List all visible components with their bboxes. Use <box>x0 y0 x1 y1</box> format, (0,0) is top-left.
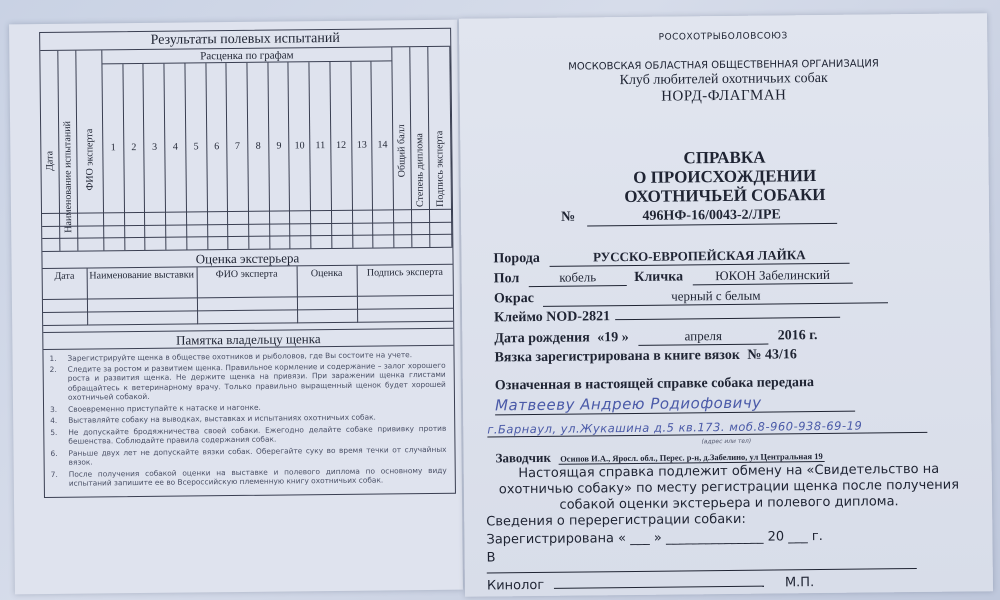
kinolog-row <box>487 576 765 594</box>
col-date-label: Дата <box>43 150 56 172</box>
org-name: МОСКОВСКАЯ ОБЛАСТНАЯ ОБЩЕСТВЕННАЯ ОРГАНИЗАЦИЯ <box>568 58 879 73</box>
col-expert-label: ФИО эксперта <box>83 128 96 191</box>
dob-day: «19 » <box>597 330 629 346</box>
graf-column <box>123 64 146 250</box>
memo-item-text: Выставляйте собаку на выводках, выставках и испытаниях охотничьих собак. <box>68 412 376 425</box>
kinolog-underline <box>554 586 764 589</box>
dob-label: Дата рождения <box>494 330 590 347</box>
col-date <box>40 51 60 251</box>
graf-number: 2 <box>131 142 137 154</box>
dob-month: апреля <box>638 328 768 346</box>
number-label: № <box>560 209 576 225</box>
address-row <box>487 418 927 439</box>
address-handwritten: г.Барнаул, ул.Жукашина д.5 кв.173. моб.8-960-938-69-19 <box>487 418 927 438</box>
memo-item-text: Раньше двух лет не допускайте вязки собак. Оберегайте суку во время течки от случайных вязок. <box>68 444 447 467</box>
graf-number: 14 <box>377 139 388 151</box>
transfer-label: Означенная в настоящей справке собака передана <box>494 375 815 394</box>
left-page <box>9 20 463 595</box>
memo-item-number: 3. <box>50 404 58 414</box>
sex-label: Пол <box>493 271 520 287</box>
grafs-block <box>102 47 394 250</box>
list-item <box>51 466 447 489</box>
brand-row <box>494 307 841 327</box>
exterior-header-date: Дата <box>43 269 87 299</box>
memo-item-number: 6. <box>50 448 58 458</box>
breeder-label: Заводчик <box>495 449 551 466</box>
graf-number: 1 <box>110 142 116 154</box>
sex-value: кобель <box>529 269 627 287</box>
certificate-number-row <box>561 207 837 227</box>
left-page-frame <box>39 28 456 498</box>
memo-item-text: Не допускайте бродяжничества своей собаки. Ежегодно делайте собаке прививку против бешенства. Соблюдайте правила содержания собак. <box>68 423 447 446</box>
memo-item-text: После получения собакой оценки на выставке и полевого диплома по основному виду испытаний запишите ее во Всероссийскую племенную книгу охотничьих собак. <box>68 465 447 488</box>
color-label: Окрас <box>493 291 534 307</box>
certificate-number: 496НФ-16/0043-2/ЛРЕ <box>587 207 837 227</box>
name-label: Кличка <box>634 269 684 285</box>
graf-number: 8 <box>255 140 261 152</box>
col-expert <box>76 50 104 250</box>
exchange-notice: Настоящая справка подлежит обмену на «Свидетельство на охотничью собаку» по месту регистрации щенка после получения собакой оценки экстерьера и полевого диплома. <box>498 461 960 513</box>
document-title-line-2: О ПРОИСХОЖДЕНИИ <box>633 166 817 187</box>
graf-column <box>330 62 353 248</box>
memo-item-text: Следите за ростом и развитием щенка. Правильное кормление и содержание – залог хорошего роста и развития щенка. Не держите щенка на привязи. При заражении щенка глистами обращайтесь к ветеринарному врачу. Только правильно выращенный щенок будет хорошей охотничьей собакой. <box>67 361 446 402</box>
in-underline <box>487 568 917 574</box>
in-label: В <box>486 550 496 566</box>
club-name: Клуб любителей охотничьих собак <box>619 70 828 89</box>
graf-column <box>227 63 250 249</box>
stud-value: № 43/16 <box>747 347 797 363</box>
graf-column <box>268 62 291 248</box>
breed-value: РУССКО-ЕВРОПЕЙСКАЯ ЛАЙКА <box>549 247 849 267</box>
memo-item-number: 2. <box>49 365 57 375</box>
memo-list <box>43 345 455 496</box>
field-tests-table <box>40 47 452 251</box>
col-diploma-label: Степень диплома <box>413 133 426 208</box>
document-title-line-1: СПРАВКА <box>683 147 766 168</box>
color-value: черный с белым <box>543 286 888 307</box>
memo-item-number: 1. <box>49 353 57 363</box>
memo-item-text: Своевременно приступайте к натаске и нагонке. <box>68 402 261 414</box>
graf-column <box>310 62 333 248</box>
col-diploma <box>410 47 430 247</box>
breed-row <box>493 247 849 268</box>
list-item <box>50 424 446 447</box>
graf-number: 5 <box>193 141 199 153</box>
graf-number: 4 <box>172 141 178 153</box>
grafs-columns <box>102 61 393 250</box>
brand-underline <box>616 317 841 320</box>
graf-column <box>351 62 374 248</box>
transfer-row <box>495 375 814 394</box>
breeder-value: Осипов И.А., Яросл. обл., Перес. р-н, д.Забелино, ул Центральная 19 <box>558 451 825 465</box>
org-top: РОСОХОТРЫБОЛОВСОЮЗ <box>658 31 788 43</box>
memo-item-number: 7. <box>50 469 58 479</box>
memo-item-text: Зарегистрируйте щенка в обществе охотников и рыболовов, где Вы состоите на учете. <box>67 349 413 363</box>
document-title-line-3: ОХОТНИЧЬЕЙ СОБАКИ <box>624 184 826 207</box>
memo-title: Памятка владельцу щенка <box>43 327 453 349</box>
col-test-name-label: Наименование испытаний <box>61 121 74 233</box>
stud-row <box>494 347 796 366</box>
exterior-header-show: Наименование выставки <box>87 267 197 298</box>
list-item <box>50 361 446 402</box>
graf-number: 7 <box>234 140 241 153</box>
sex-name-row <box>494 267 853 288</box>
graf-column <box>102 64 125 250</box>
owner-row <box>495 393 855 416</box>
col-signature <box>428 47 452 247</box>
list-item <box>50 445 446 468</box>
stamp-label: М.П. <box>784 575 815 591</box>
graf-column <box>185 63 208 249</box>
graf-number: 10 <box>294 140 305 152</box>
graf-number: 9 <box>276 140 282 152</box>
registered-line: Зарегистрирована « ___ » _______________ 20 ___ г. <box>486 528 823 548</box>
color-row <box>494 286 889 307</box>
exterior-table <box>43 265 454 326</box>
address-caption: (адрес или тел) <box>701 437 752 446</box>
graf-column <box>144 64 167 250</box>
exterior-header-grade: Оценка <box>297 266 357 297</box>
col-total-label: Общий балл <box>395 124 408 178</box>
exterior-header-expert: ФИО эксперта <box>197 266 297 297</box>
breed-label: Порода <box>493 250 540 267</box>
graf-number: 13 <box>356 139 367 151</box>
owner-handwritten: Матвееву Андрею Родиофовичу <box>495 393 855 416</box>
col-test-name <box>58 51 78 251</box>
memo-item-number: 4. <box>50 416 58 426</box>
exterior-title: Оценка экстерьера <box>42 247 452 269</box>
graf-column <box>206 63 229 249</box>
graf-number: 3 <box>152 141 158 153</box>
club-short-name: НОРД-ФЛАГМАН <box>661 87 787 105</box>
graf-column <box>289 62 312 248</box>
col-signature-label: Подпись эксперта <box>433 130 446 207</box>
stud-label: Вязка зарегистрирована в книге вязок <box>494 347 740 366</box>
brand-label: Клеймо NOD-2821 <box>494 309 611 326</box>
graf-number: 6 <box>214 141 220 153</box>
graf-column <box>372 61 394 247</box>
field-tests-title: Результаты полевых испытаний <box>40 29 450 51</box>
dob-year: 2016 г. <box>777 328 818 344</box>
grafs-header: Расценка по графам <box>102 47 391 64</box>
graf-column <box>247 63 270 249</box>
rereg-label: Сведения о перерегистрации собаки: <box>486 511 746 530</box>
col-total <box>392 47 412 247</box>
memo-item-number: 5. <box>50 427 58 437</box>
graf-column <box>165 64 188 250</box>
dob-row <box>494 327 817 347</box>
kinolog-label: Кинолог <box>486 577 545 594</box>
dog-name-value: ЮКОН Забелинский <box>693 267 853 286</box>
graf-number: 12 <box>336 139 347 151</box>
exterior-header-signature: Подпись эксперта <box>357 265 453 296</box>
right-page <box>459 13 993 596</box>
graf-number: 11 <box>315 140 326 152</box>
